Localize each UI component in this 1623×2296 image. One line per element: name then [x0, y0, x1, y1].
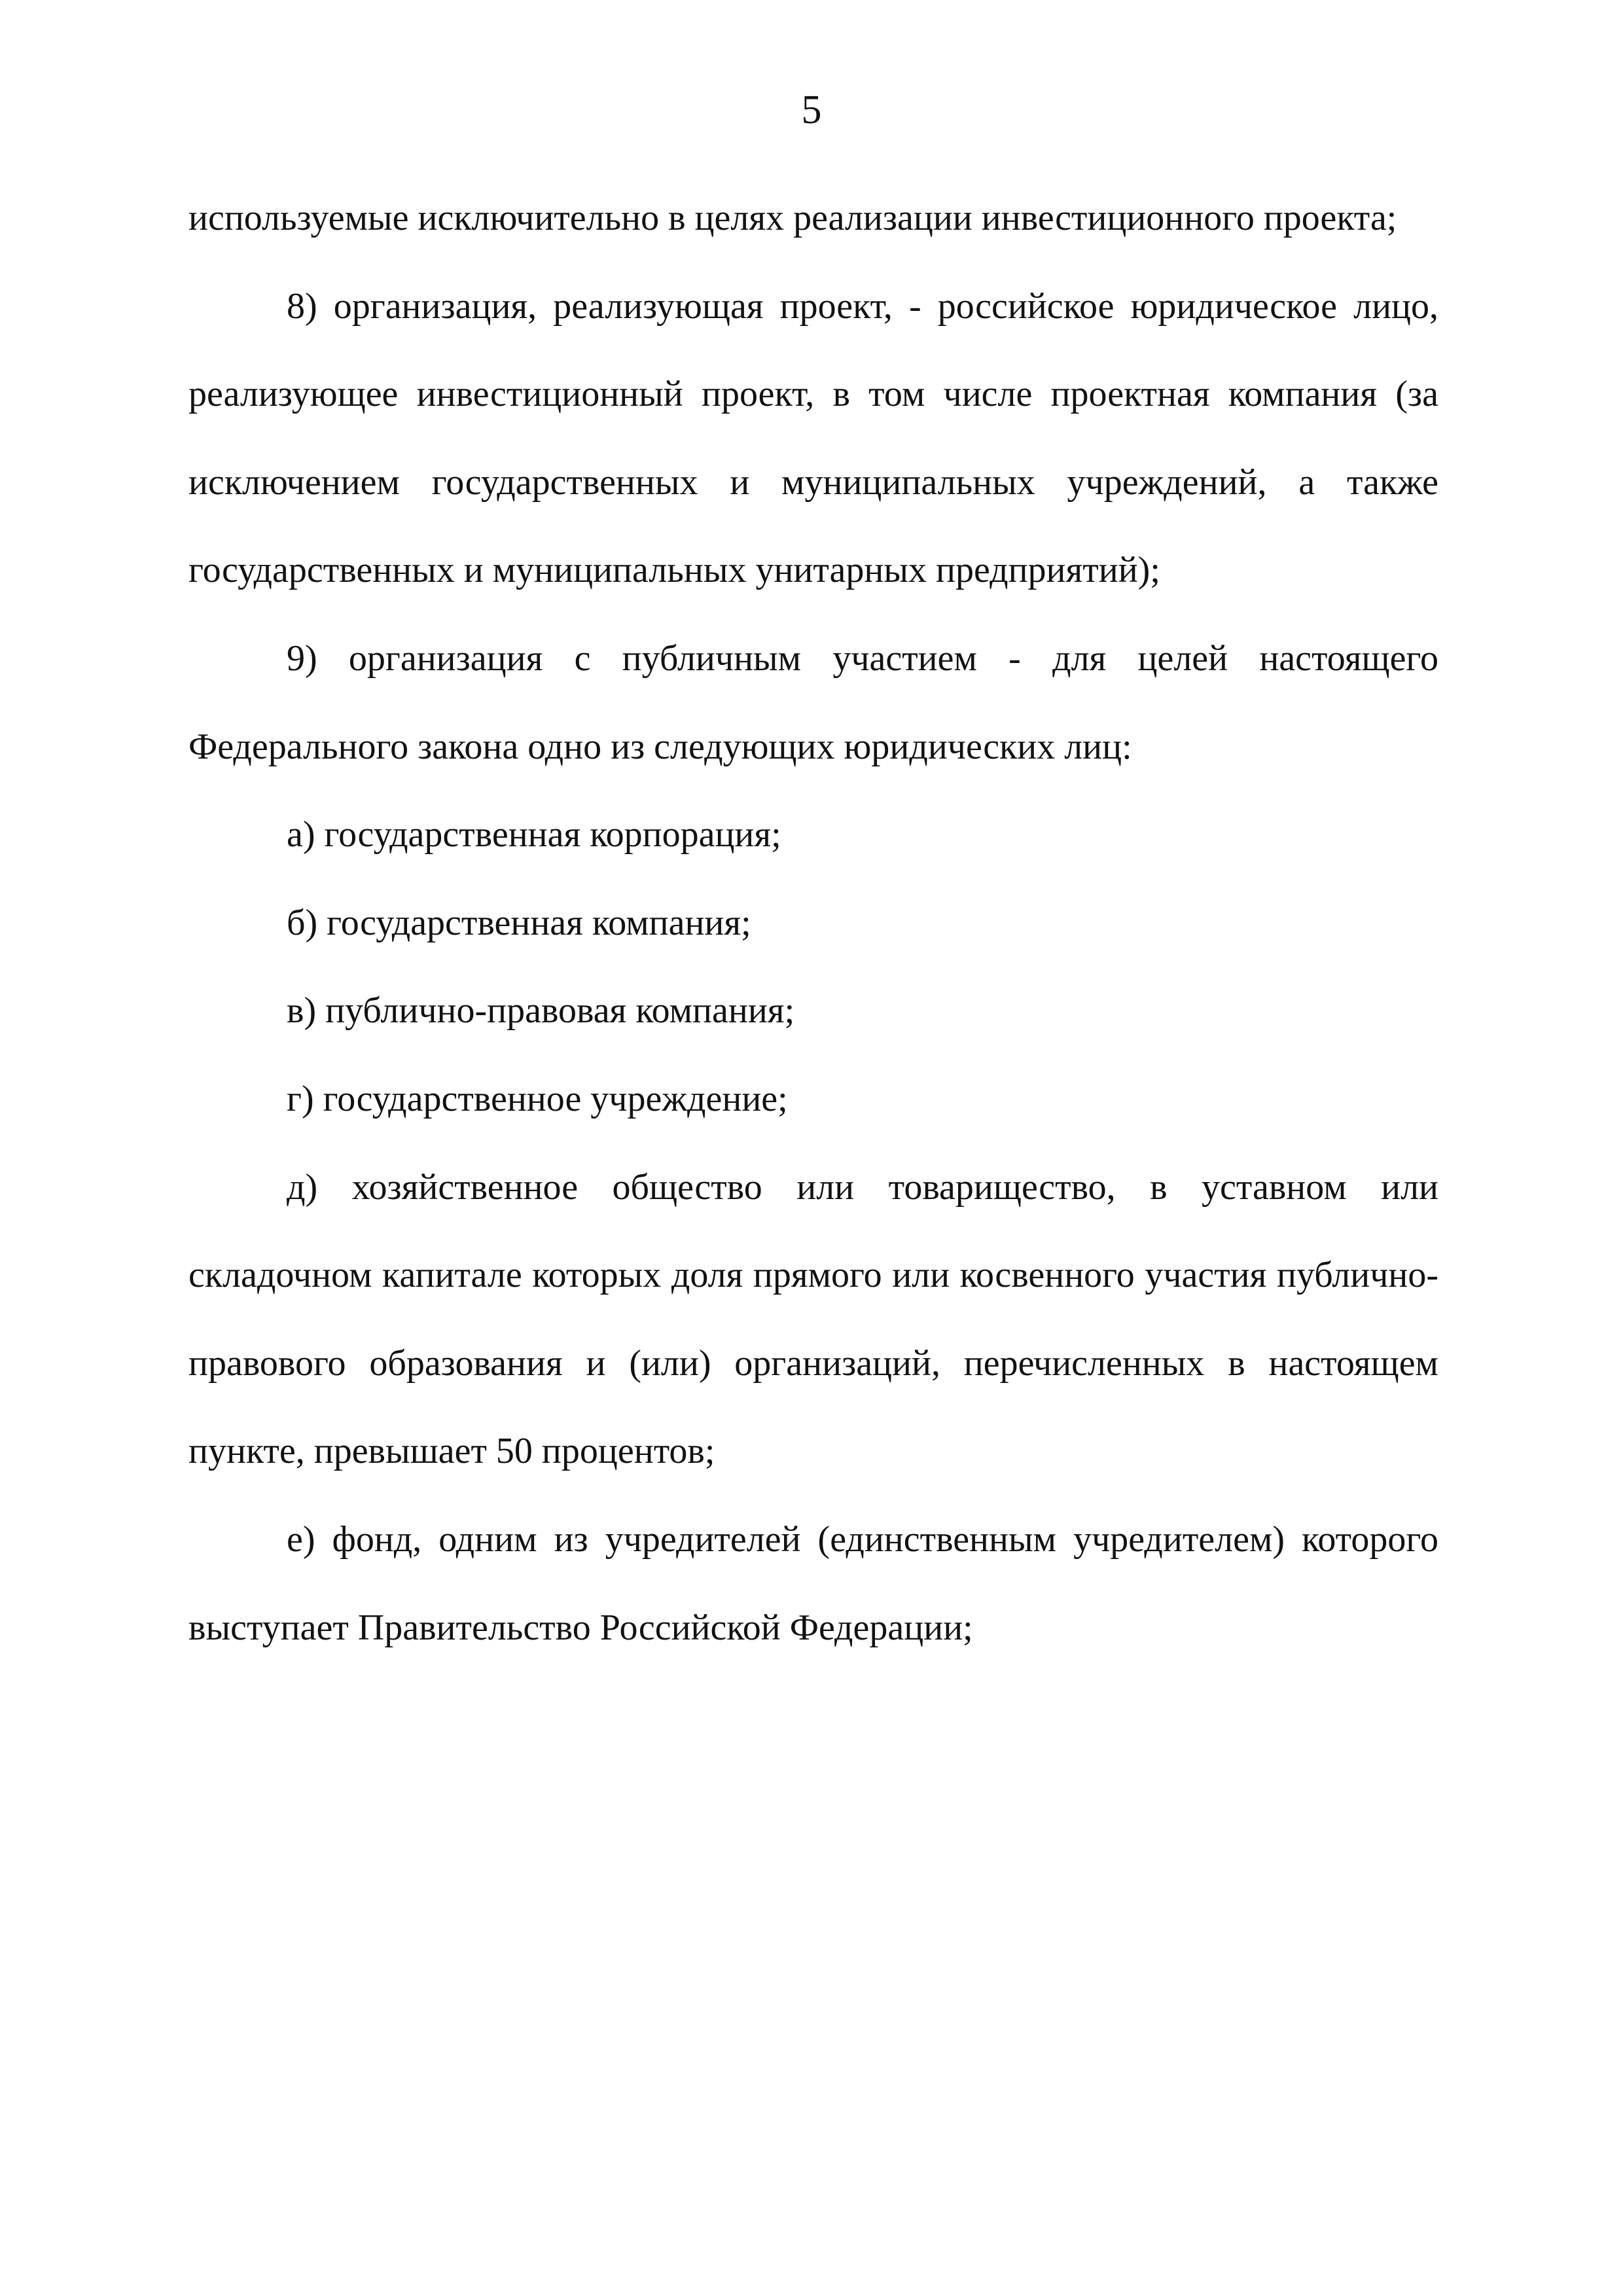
- subitem-e: е) фонд, одним из учредителей (единственным учредителем) которого выступает Правительство Российской Федерации;: [188, 1518, 1438, 1648]
- subitem-b: б) государственная компания;: [287, 902, 751, 943]
- paragraph-continuation: используемые исключительно в целях реализации инвестиционного проекта;: [188, 198, 1397, 238]
- document-body: [188, 174, 1438, 1672]
- subitem-a: а) государственная корпорация;: [287, 814, 781, 855]
- paragraph-item-9: 9) организация с публичным участием - для целей настоящего Федерального закона одно из следующих юридических лиц:: [188, 637, 1438, 767]
- paragraph-item-8: 8) организация, реализующая проект, - российское юридическое лицо, реализующее инвестиционный проект, в том числе проектная компания (за исключением государственных и муниципальных учреждений, а также государственных и муниципальных унитарных предприятий);: [188, 285, 1438, 591]
- page-number: 5: [801, 88, 822, 132]
- subitem-v: в) публично-правовая компания;: [287, 990, 795, 1031]
- subitem-d: д) хозяйственное общество или товарищество, в уставном или складочном капитале которых доля прямого или косвенного участия публично-правового образования и (или) организаций, перечисленных в настоящем пункте, превышает 50 процентов;: [188, 1166, 1438, 1472]
- subitem-g: г) государственное учреждение;: [287, 1078, 788, 1119]
